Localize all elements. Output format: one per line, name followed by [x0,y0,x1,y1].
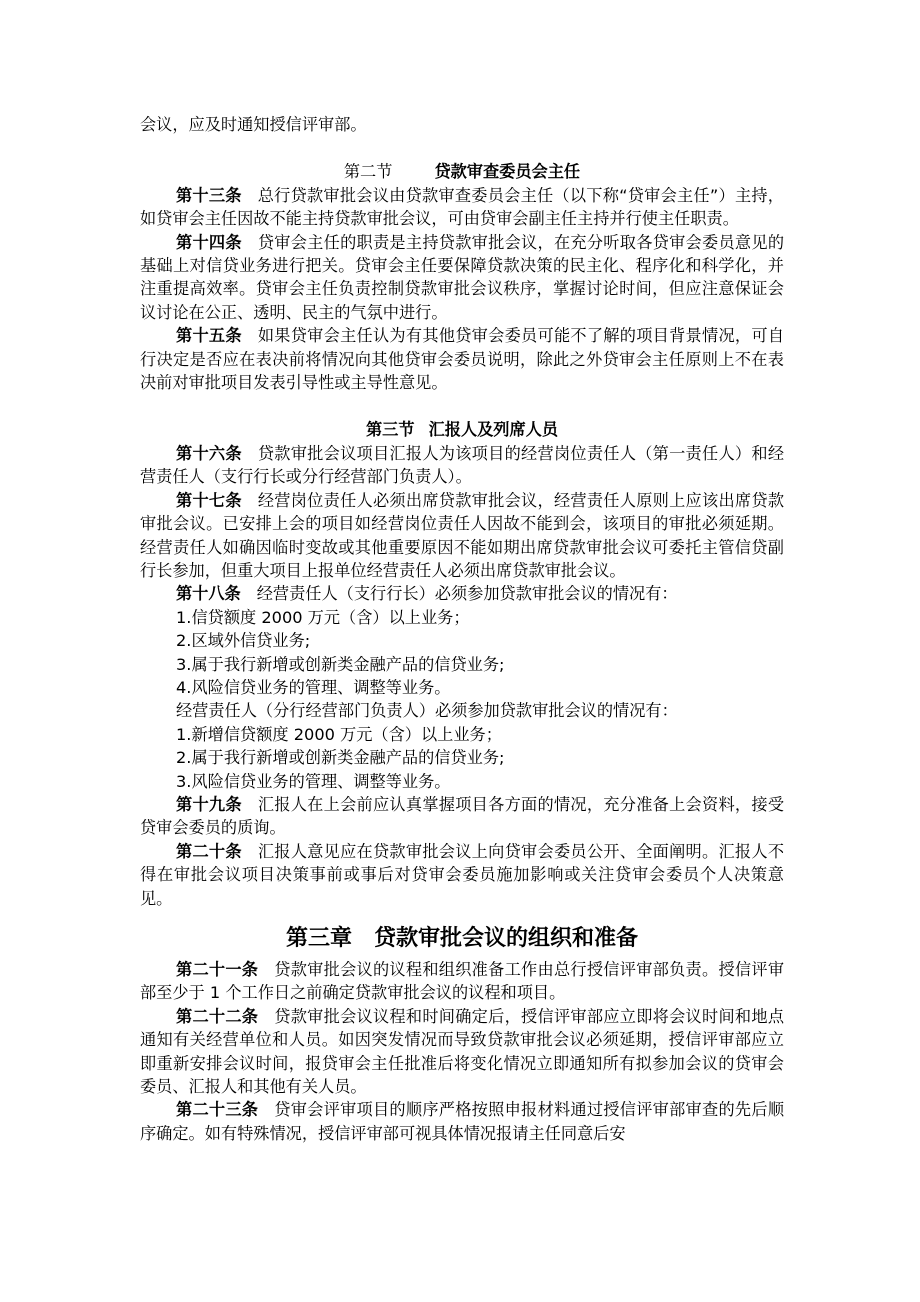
list-intro: 经营责任人（分行经营部门负责人）必须参加贷款审批会议的情况有： [176,701,678,721]
article-number: 第十六条 [176,443,242,463]
article-number: 第十三条 [176,185,242,205]
list-item: 2.区域外信贷业务; [176,631,311,651]
section-3-name: 汇报人及列席人员 [428,420,559,440]
article-number: 第二十二条 [176,1006,259,1026]
chapter-3-name: 贷款审批会议的组织和准备 [374,926,639,951]
section-2-label: 第二节 [343,162,393,182]
article-17 [140,489,784,583]
article-text: 总行贷款审批会议由贷款审查委员会主任（以下称“贷审会主任”）主持，如贷审会主任因故不能主持贷款审批会议，可由贷审会副主任主持并行使主任职责。 [140,185,784,229]
article-text: 汇报人意见应在贷款审批会议上向贷审会委员公开、全面阐明。汇报人不得在审批会议项目决策事前或事后对贷审会委员施加影响或关注贷审会委员个人决策意见。 [140,841,785,908]
article-number: 第十四条 [176,232,242,252]
list-item: 1.信贷额度 2000 万元（含）以上业务； [176,607,470,627]
article-20 [140,840,784,910]
list-item: 1.新增信贷额度 2000 万元（含）以上业务； [176,724,502,744]
section-2-name: 贷款审查委员会主任 [434,162,581,182]
article-number: 第二十条 [176,841,242,861]
article-14 [140,231,784,325]
article-15 [140,324,784,394]
article-text: 如果贷审会主任认为有其他贷审会委员可能不了解的项目背景情况，可自行决定是否应在表决前将情况向其他贷审会委员说明，除此之外贷审会主任原则上不在表决前对审批项目发表引导性或主导性意见。 [140,326,785,393]
chapter-3-label: 第三章 [285,926,352,951]
article-13 [140,184,784,231]
article-number: 第十八条 [176,584,241,604]
list-item: 2.属于我行新增或创新类金融产品的信贷业务; [176,748,505,768]
article-number: 第十五条 [176,326,242,346]
section-3-heading [140,418,784,441]
article-text: 贷款审批会议的议程和组织准备工作由总行授信评审部负责。授信评审部至少于 1 个工作日之前确定贷款审批会议的议程和项目。 [140,960,785,1003]
article-text: 贷款审批会议议程和时间确定后，授信评审部应立即将会议时间和地点通知有关经营单位和人员。如因突发情况而导致贷款审批会议必须延期，授信评审部应立即重新安排会议时间，报贷审会主任批准后将变化情况立即通知所有拟参加会议的贷审会委员、汇报人和其他有关人员。 [140,1006,785,1097]
list-item: 3.属于我行新增或创新类金融产品的信贷业务; [176,654,505,674]
lead-paragraph: 会议，应及时通知授信评审部。 [140,115,367,134]
list-item: 3.风险信贷业务的管理、调整等业务。 [176,771,451,791]
article-text: 汇报人在上会前应认真掌握项目各方面的情况，充分准备上会资料，接受贷审会委员的质询。 [140,794,785,838]
article-23 [140,1098,784,1145]
article-18 [140,582,784,605]
article-number: 第十七条 [176,490,242,510]
section-3-label: 第三节 [365,420,415,440]
article-16 [140,442,784,489]
document-page [140,113,784,1145]
article-text: 贷审会评审项目的顺序严格按照申报材料通过授信评审部审查的先后顺序确定。如有特殊情况，授信评审部可视具体情况报请主任同意后安 [140,1100,785,1143]
article-number: 第二十一条 [176,960,259,979]
article-21 [140,958,784,1005]
article-22 [140,1005,784,1099]
article-number: 第二十三条 [176,1100,259,1120]
article-text: 经营岗位责任人必须出席贷款审批会议，经营责任人原则上应该出席贷款审批会议。已安排上会的项目如经营岗位责任人因故不能到会，该项目的审批必须延期。经营责任人如确因临时变故或其他重要原因不能如期出席贷款审批会议可委托主管信贷副行长参加，但重大项目上报单位经营责任人必须出席贷款审批会议。 [140,490,785,580]
article-text: 贷款审批会议项目汇报人为该项目的经营岗位责任人（第一责任人）和经营责任人（支行行长或分行经营部门负责人）。 [140,443,785,487]
article-19 [140,793,784,840]
article-text: 贷审会主任的职责是主持贷款审批会议，在充分听取各贷审会委员意见的基础上对信贷业务进行把关。贷审会主任要保障贷款决策的民主化、程序化和科学化，并注重提高效率。贷审会主任负责控制贷款审批会议秩序，掌握讨论时间，但应注意保证会议讨论在公正、透明、民主的气氛中进行。 [140,232,785,322]
article-text: 经营责任人（支行行长）必须参加贷款审批会议的情况有： [256,584,678,604]
section-2-heading [140,160,784,183]
list-item: 4.风险信贷业务的管理、调整等业务。 [176,677,451,697]
chapter-3-heading [140,924,784,954]
article-number: 第十九条 [176,794,242,814]
